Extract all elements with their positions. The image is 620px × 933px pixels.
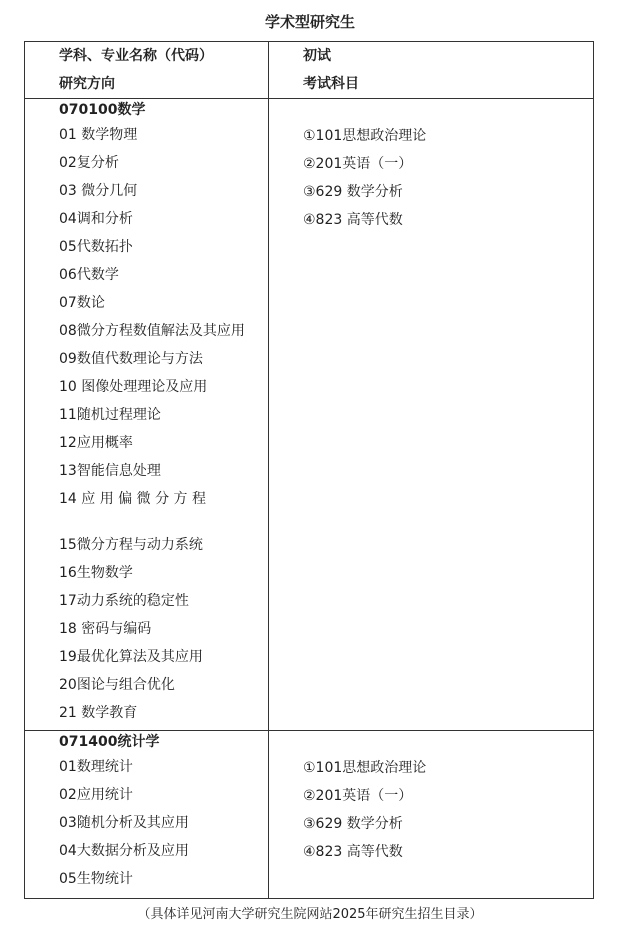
list-item: 16生物数学 <box>59 565 133 581</box>
list-item: 02应用统计 <box>59 787 133 803</box>
list-item: 15微分方程与动力系统 <box>59 537 203 553</box>
list-item: 07数论 <box>59 295 105 311</box>
header-right-cell <box>269 42 594 99</box>
list-item: 20图论与组合优化 <box>59 677 175 693</box>
list-item: 01 数学物理 <box>59 127 138 143</box>
footer-note: （具体详见河南大学研究生院网站2025年研究生招生目录） <box>137 907 483 922</box>
program-code: 070100数学 <box>59 102 146 118</box>
exam-subject: ②201英语（一） <box>303 788 413 804</box>
header-subject-label: 学科、专业名称（代码） <box>59 48 213 64</box>
list-item: 03 微分几何 <box>59 183 138 199</box>
list-item: 17动力系统的稳定性 <box>59 593 189 609</box>
exam-subject: ②201英语（一） <box>303 156 413 172</box>
header-subjects-label: 考试科目 <box>303 76 359 92</box>
list-item: 02复分析 <box>59 155 119 171</box>
table-row <box>25 99 594 731</box>
list-item: 05代数拓扑 <box>59 239 133 255</box>
list-item: 09数值代数理论与方法 <box>59 351 203 367</box>
section-directions-cell <box>25 731 269 899</box>
list-item: 04大数据分析及应用 <box>59 843 189 859</box>
exam-subject: ①101思想政治理论 <box>303 760 427 776</box>
list-item: 05生物统计 <box>59 871 133 887</box>
list-item: 11随机过程理论 <box>59 407 161 423</box>
section-exams-cell <box>269 99 594 731</box>
list-item: 01数理统计 <box>59 759 133 775</box>
exam-subject: ④823 高等代数 <box>303 212 403 228</box>
list-item: 12应用概率 <box>59 435 133 451</box>
exam-subject: ③629 数学分析 <box>303 816 403 832</box>
list-item: 14 应 用 偏 微 分 方 程 <box>59 491 206 507</box>
list-item: 18 密码与编码 <box>59 621 152 637</box>
section-directions-cell <box>25 99 269 731</box>
list-item: 13智能信息处理 <box>59 463 161 479</box>
program-code: 071400统计学 <box>59 734 160 750</box>
list-item: 03随机分析及其应用 <box>59 815 189 831</box>
exam-subject: ③629 数学分析 <box>303 184 403 200</box>
table-header-row <box>25 42 594 99</box>
exam-subject: ①101思想政治理论 <box>303 128 427 144</box>
header-exam-label: 初试 <box>303 48 331 64</box>
list-item: 08微分方程数值解法及其应用 <box>59 323 245 339</box>
exam-list <box>269 99 593 234</box>
header-direction-label: 研究方向 <box>59 76 115 92</box>
page-title: 学术型研究生 <box>264 13 355 31</box>
list-item: 06代数学 <box>59 267 119 283</box>
list-item: 21 数学教育 <box>59 705 138 721</box>
exam-subject: ④823 高等代数 <box>303 844 403 860</box>
section-exams-cell <box>269 731 594 899</box>
list-item: 04调和分析 <box>59 211 133 227</box>
header-left-cell <box>25 42 269 99</box>
exam-list <box>269 731 593 866</box>
list-item: 10 图像处理理论及应用 <box>59 379 208 395</box>
program-table <box>24 41 594 899</box>
table-row <box>25 731 594 899</box>
list-item: 19最优化算法及其应用 <box>59 649 203 665</box>
